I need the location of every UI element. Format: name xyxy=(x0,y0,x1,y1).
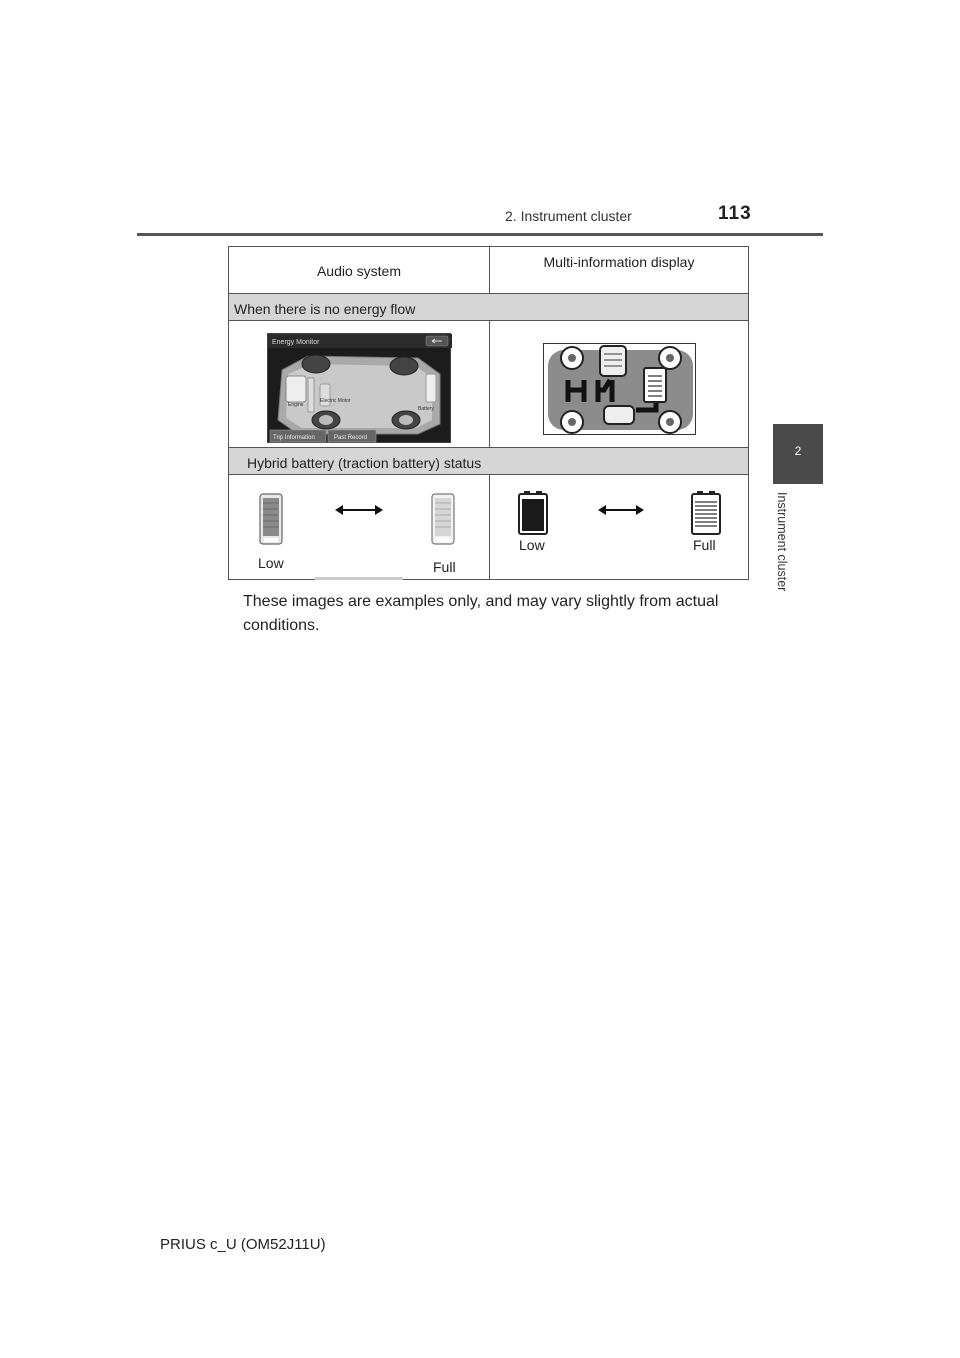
screen-title: Energy Monitor xyxy=(272,339,320,346)
audio-battery-full-icon xyxy=(431,493,455,545)
audio-battery-low-icon xyxy=(259,493,283,545)
chapter-number: 2 xyxy=(794,444,802,458)
divider xyxy=(489,321,490,447)
col-header-mid: Multi-information display xyxy=(543,254,695,270)
mid-double-arrow-icon xyxy=(598,503,644,517)
screen-past-button: Past Record xyxy=(334,435,368,441)
footer-model: PRIUS c_U (OM52J11U) xyxy=(160,1236,326,1253)
chapter-tab xyxy=(773,424,823,484)
decorative-line xyxy=(315,577,403,580)
mid-battery-low-icon xyxy=(518,491,548,535)
mid-energy-diagram xyxy=(543,343,696,435)
screen-engine-label: Engine xyxy=(288,402,304,408)
screen-battery-label: Battery xyxy=(418,406,434,412)
comparison-table xyxy=(228,246,749,580)
energy-monitor-illustration xyxy=(268,334,452,444)
screen-trip-button: Trip Information xyxy=(273,435,315,441)
row-label-no-energy-flow: When there is no energy flow xyxy=(229,293,748,321)
chapter-label: Instrument cluster xyxy=(775,492,789,592)
divider xyxy=(489,475,490,579)
mid-full-label: Full xyxy=(693,537,716,553)
audio-double-arrow-icon xyxy=(335,503,383,517)
col-header-audio: Audio system xyxy=(316,263,402,279)
section-title: 2. Instrument cluster xyxy=(505,208,632,224)
audio-full-label: Full xyxy=(433,559,456,575)
header-rule xyxy=(137,233,823,236)
screen-motor-label: Electric Motor xyxy=(320,398,351,404)
energy-monitor-screen xyxy=(267,333,451,443)
mid-battery-full-icon xyxy=(691,491,721,535)
row-label-battery-status: Hybrid battery (traction battery) status xyxy=(229,447,748,475)
page-number: 113 xyxy=(718,203,752,224)
mid-low-label: Low xyxy=(519,537,545,553)
note-text: These images are examples only, and may vary slightly from actual conditions. xyxy=(243,593,719,634)
mid-energy-illustration xyxy=(544,344,697,436)
audio-low-label: Low xyxy=(258,555,284,571)
divider xyxy=(489,247,490,293)
